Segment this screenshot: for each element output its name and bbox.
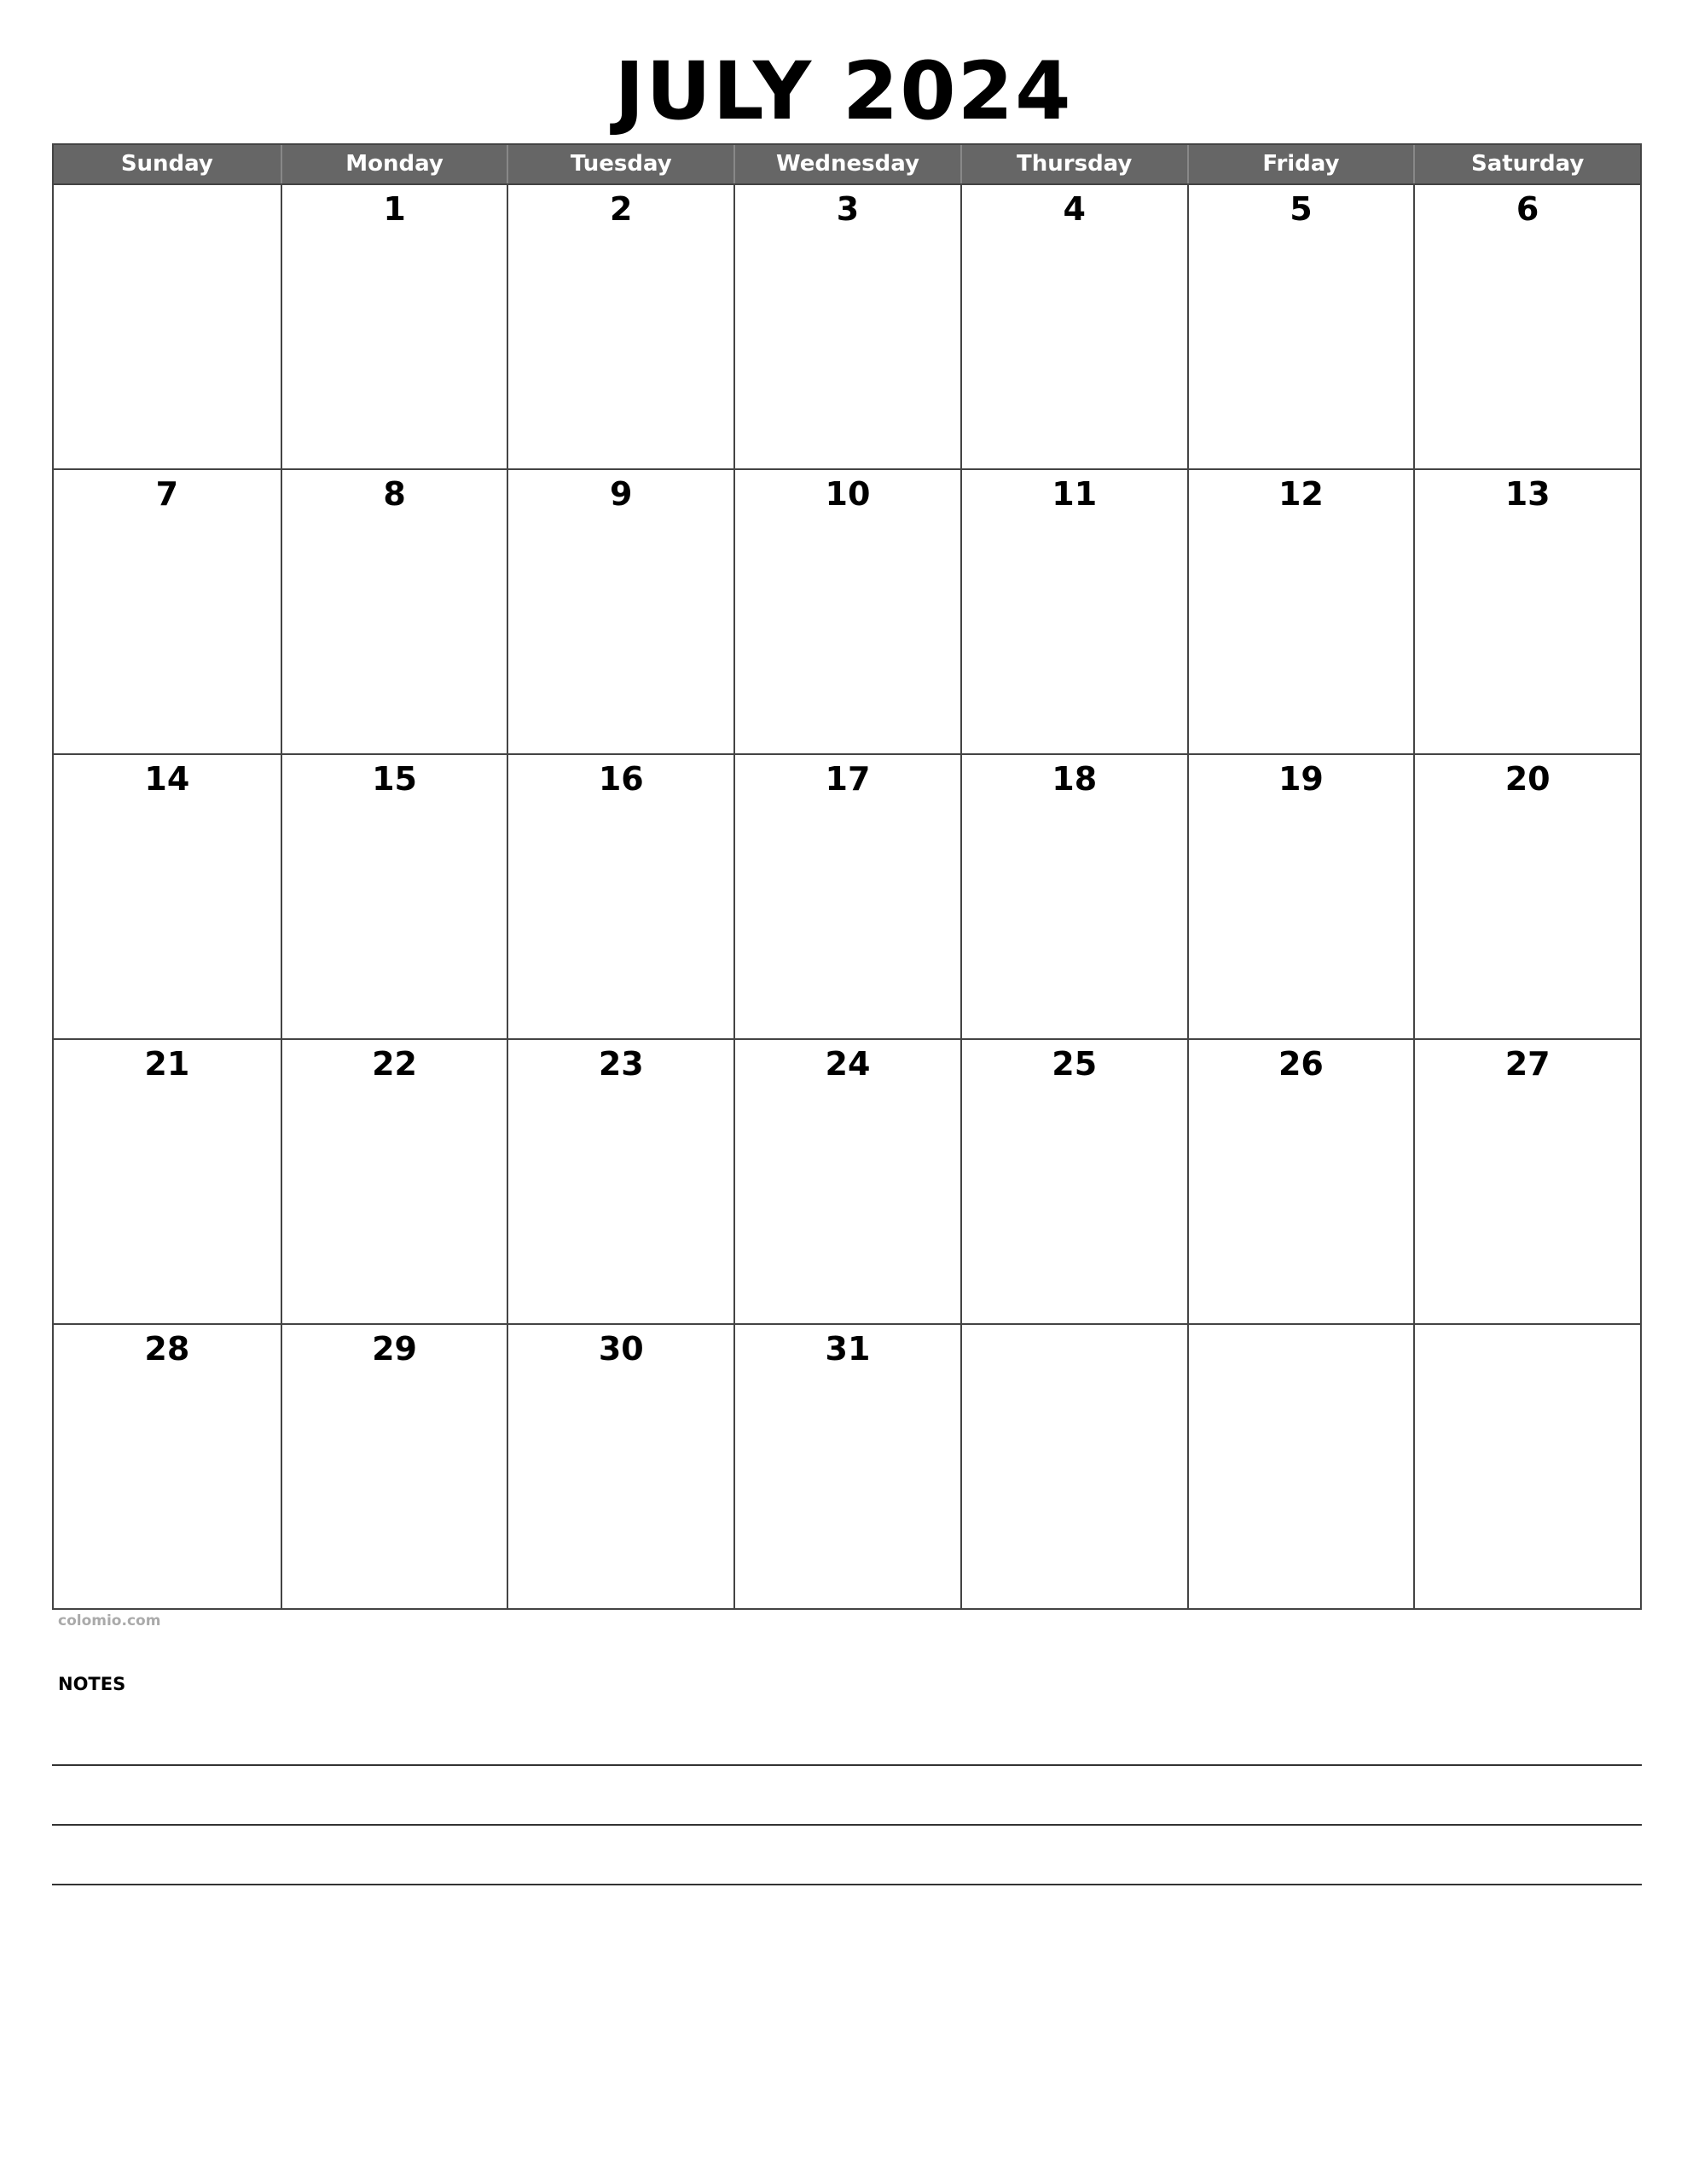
day-cell <box>54 1038 281 1323</box>
day-cell <box>733 753 960 1038</box>
day-number: 29 <box>372 1330 417 1368</box>
empty-day-cell <box>960 1323 1187 1608</box>
weekday-header-monday: Monday <box>281 145 507 183</box>
day-number: 11 <box>1052 475 1098 513</box>
day-cell <box>1187 1038 1414 1323</box>
day-cell <box>1413 1038 1640 1323</box>
day-number: 14 <box>144 760 190 798</box>
weekday-header-friday: Friday <box>1187 145 1414 183</box>
day-cell <box>733 1323 960 1608</box>
day-cell <box>733 183 960 468</box>
day-cell <box>54 753 281 1038</box>
day-cell <box>281 1323 507 1608</box>
day-number: 31 <box>825 1330 871 1368</box>
day-cell <box>960 468 1187 753</box>
note-line <box>52 1884 1642 1885</box>
day-cell <box>960 1038 1187 1323</box>
day-number: 18 <box>1052 760 1098 798</box>
day-number: 16 <box>598 760 644 798</box>
day-cell <box>1187 468 1414 753</box>
empty-day-cell <box>1413 1323 1640 1608</box>
calendar-title: JULY 2024 <box>614 45 1073 138</box>
note-line <box>52 1824 1642 1826</box>
weekday-header-sunday: Sunday <box>120 151 213 177</box>
day-cell <box>1187 183 1414 468</box>
day-cell <box>281 753 507 1038</box>
day-number: 25 <box>1052 1045 1098 1083</box>
day-cell <box>54 1323 281 1608</box>
day-number: 15 <box>372 760 417 798</box>
day-grid <box>54 183 1640 1608</box>
empty-day-cell <box>54 183 281 468</box>
day-number: 27 <box>1504 1045 1551 1083</box>
day-cell <box>1187 753 1414 1038</box>
calendar-grid <box>52 143 1642 1610</box>
day-cell <box>960 753 1187 1038</box>
day-cell <box>1413 183 1640 468</box>
day-cell <box>281 1038 507 1323</box>
day-number: 9 <box>610 475 633 513</box>
day-number: 1 <box>383 190 406 228</box>
day-cell <box>960 183 1187 468</box>
empty-day-cell <box>1187 1323 1414 1608</box>
day-cell <box>733 468 960 753</box>
day-number: 6 <box>1516 190 1539 228</box>
day-cell <box>507 468 733 753</box>
day-number: 4 <box>1063 190 1086 228</box>
day-number: 21 <box>144 1045 190 1083</box>
day-number: 22 <box>372 1045 417 1083</box>
day-number: 20 <box>1504 760 1551 798</box>
day-cell <box>507 753 733 1038</box>
day-cell <box>507 183 733 468</box>
day-number: 30 <box>598 1330 644 1368</box>
day-number: 19 <box>1278 760 1324 798</box>
day-cell <box>281 468 507 753</box>
notes-label: NOTES <box>58 1674 126 1694</box>
day-number: 5 <box>1290 190 1313 228</box>
day-number: 3 <box>836 190 860 228</box>
day-number: 24 <box>825 1045 871 1083</box>
day-number: 28 <box>144 1330 190 1368</box>
note-line <box>52 1764 1642 1766</box>
day-cell <box>507 1323 733 1608</box>
day-number: 23 <box>598 1045 644 1083</box>
day-number: 12 <box>1278 475 1324 513</box>
day-cell <box>1413 753 1640 1038</box>
weekday-header-row <box>54 145 1640 183</box>
weekday-header-wednesday: Wednesday <box>733 145 960 183</box>
day-number: 7 <box>155 475 179 513</box>
day-cell <box>1413 468 1640 753</box>
day-number: 13 <box>1504 475 1551 513</box>
day-cell <box>733 1038 960 1323</box>
weekday-header-saturday: Saturday <box>1413 145 1640 183</box>
day-number: 26 <box>1278 1045 1324 1083</box>
source-watermark: colomio.com <box>58 1612 161 1629</box>
weekday-header-thursday: Thursday <box>960 145 1187 183</box>
day-number: 2 <box>610 190 633 228</box>
day-number: 8 <box>383 475 406 513</box>
day-cell <box>507 1038 733 1323</box>
day-number: 17 <box>825 760 871 798</box>
day-number: 10 <box>825 475 871 513</box>
day-cell <box>281 183 507 468</box>
day-cell <box>54 468 281 753</box>
weekday-header-tuesday: Tuesday <box>507 145 733 183</box>
